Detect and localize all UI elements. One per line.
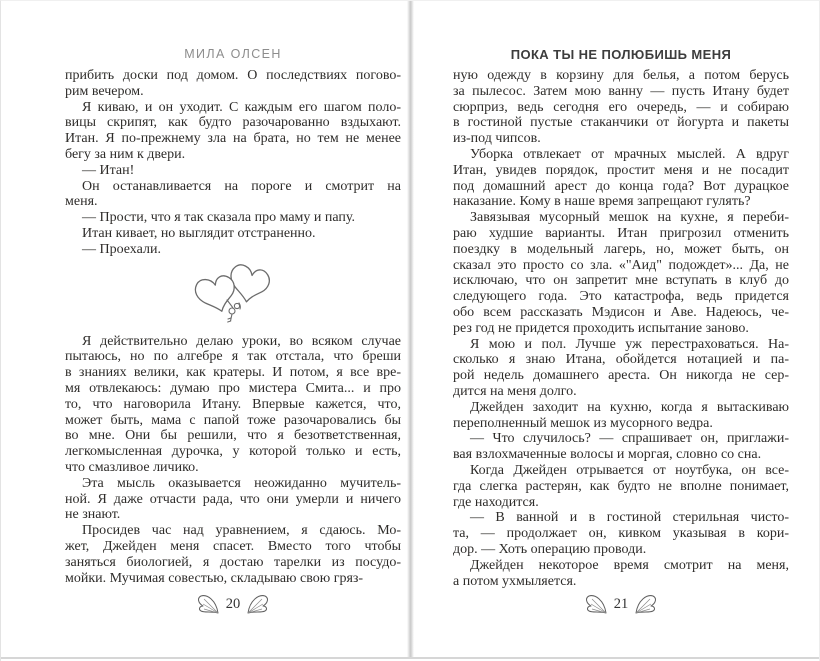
text-line: исключаю, что он запретит мне вступать в клуб до [453,273,789,289]
text-line: обо всем рассказать Мэдисон и Аве. Надеюсь, че- [453,304,789,320]
page-right[interactable] [411,1,820,657]
text-line: Итан кивает, но выглядит отстраненно. [82,225,316,241]
text-line: рим вечером. [65,83,144,99]
text-line: рез год не придется проходить испытание заново. [453,320,749,336]
paragraph [453,210,789,336]
text-line: вицы скрипят, как будто разочарованно вздыхают. [65,115,401,131]
text-line: Он останавливается на пороге и смотрит на [82,178,401,194]
butterfly-wing-right-icon [635,594,657,614]
paragraph [453,463,789,510]
paragraph [65,163,401,179]
paragraph [453,510,789,557]
text-line: Джейден заходит на кухню, когда я вытаскиваю [470,399,789,415]
text-line: ную одежду в корзину для белья, а потом берусь [453,68,789,83]
paragraph [65,476,401,523]
page-folio-right [453,593,789,615]
butterfly-wing-right-icon [247,594,269,614]
page-body-right [453,68,789,589]
butterfly-wing-left-icon [585,594,607,614]
text-line: прибить доски под домом. О последствиях погово- [65,68,401,83]
paragraph [453,431,789,463]
text-line: — В ванной и в гостиной стерильная чисто- [470,510,789,526]
text-line: Просидев час над уравнением, я сдаюсь. Мо- [82,523,401,539]
text-line: что смазливое личико. [65,459,199,475]
butterfly-wing-left-icon [197,594,219,614]
text-line: из-под чипсов. [453,131,541,147]
paragraph [65,210,401,226]
paragraph [453,558,789,590]
text-line: мя отвлекаюсь: думаю про мистера Смита... и про [65,380,401,396]
text-line: сказал это просто со зла. «"Аид" подождет»... Да, не [453,257,789,273]
text-line: мойки. Мучимая совестью, складываю свою гряз- [65,570,364,586]
text-line: переполненный мешок из мусорного ведра. [453,415,713,431]
text-line: Я действительно делаю уроки, во всяком случае [82,333,401,349]
paragraph [453,68,789,147]
text-line: сюрприз, ведь сегодня его очередь, — и собираю [453,99,789,115]
text-line: бегу за ним к двери. [65,146,186,162]
paragraph [453,147,789,210]
text-line: а потом ухмыляется. [453,573,577,589]
page-folio-left [65,593,401,615]
text-line: раю худшие варианты. Итан пригрозил отменить [453,225,789,241]
paragraph [65,179,401,211]
text-line: ной. Я даже отчасти рада, что они умерли и ничего [65,491,401,507]
page-seam [407,1,414,657]
hearts-ornament [65,258,401,334]
running-header-author: МИЛА ОЛСЕН [184,47,282,61]
text-line: Когда Джейден отрывается от ноутбука, он все- [470,462,789,478]
text-line: вая взлохмаченные волосы и моргая, словно со сна. [453,447,762,463]
bottom-edge [1,657,819,659]
butterfly-wing-right-icon [247,594,269,614]
paragraph [453,337,789,400]
text-line: рой недель домашнего ареста. Он никогда не сер- [453,368,789,384]
text-line: — Проехали. [82,241,161,257]
text-line: Итан. Я по-прежнему зла на брата, но тем не менее [65,131,401,147]
page-number-right: 21 [613,595,629,612]
text-line: Итан, увидев порядок, простит меня и не посадит [453,162,789,178]
text-line: меня. [65,194,98,210]
text-line: Я киваю, и он уходит. С каждым его шагом поло- [82,99,401,115]
text-line: сколько я знаю Итана, обойдется нотацией и па- [453,352,789,368]
hearts-ornament-icon [187,263,279,329]
text-line: за пылесос. Затем мою ванну — пусть Итану будет [453,83,789,99]
paragraph [453,400,789,432]
paragraph [65,226,401,242]
text-line: дор. — Хоть операцию проводи. [453,541,647,557]
text-line: может быть, мама с папой тоже разочаровались бы [65,412,401,428]
text-line: жет, Джейден меня спасет. Вместо того чтобы [65,538,401,554]
paragraph [65,100,401,163]
paragraph [65,242,401,258]
text-line: во мне. Они бы решили, что я безответственная, [65,428,401,444]
text-line: — Что случилось? — спрашивает он, приглажи- [470,431,789,447]
butterfly-wing-left-icon [585,594,607,614]
page-left[interactable] [1,1,411,657]
text-line: пытаюсь, но по алгебре я так отстала, что бреши [65,349,401,365]
text-line: где находится. [453,494,539,510]
text-line: Уборка отвлекает от мрачных мыслей. А вдруг [470,146,789,162]
text-line: Джейден некоторое время смотрит на меня, [470,557,789,573]
text-line: заняться биологией, я достаю тарелки из посудо- [65,554,401,570]
page-number-left: 20 [225,595,241,612]
text-line: — Итан! [82,162,135,178]
running-header-book-title: ПОКА ТЫ НЕ ПОЛЮБИШЬ МЕНЯ [510,47,732,62]
page-body-left [65,68,401,586]
text-line: Завязывая мусорный мешок на кухне, я переби- [470,210,789,226]
paragraph [65,68,401,100]
text-line: под домашний арест до конца года? Вот дурацкое [453,178,789,194]
text-line: гда слегка растерян, как будто не вполне понимает, [453,478,789,494]
text-line: дится на меня долго. [453,383,577,399]
paragraph [65,334,401,476]
text-line: в гостиной пустые стаканчики от йогурта и пакеты [453,115,789,131]
text-line: то, что наговорила Итану. Впервые кажется, что, [65,396,401,412]
text-line: поездку в модельный лагерь, но, может быть, он [453,241,789,257]
text-line: легкомысленная дурочка, у которой только и есть, [65,444,401,460]
text-line: наказание. Кому в наше время запрещают гулять? [453,194,751,210]
butterfly-wing-left-icon [197,594,219,614]
text-line: в знаниях велики, как кратеры. И потом, я все вре- [65,365,401,381]
text-line: Я мою и пол. Лучше уж перестраховаться. На- [470,336,789,352]
paragraph [65,523,401,586]
text-line: та, — продолжает он, кивком указывая в кори- [453,526,789,542]
text-line: следующего года. Это катастрофа, ведь придется [453,289,789,305]
text-line: Эта мысль оказывается неожиданно мучитель- [82,475,401,491]
butterfly-wing-right-icon [635,594,657,614]
text-line: — Прости, что я так сказала про маму и папу. [82,210,356,226]
text-line: не знают. [65,507,121,523]
